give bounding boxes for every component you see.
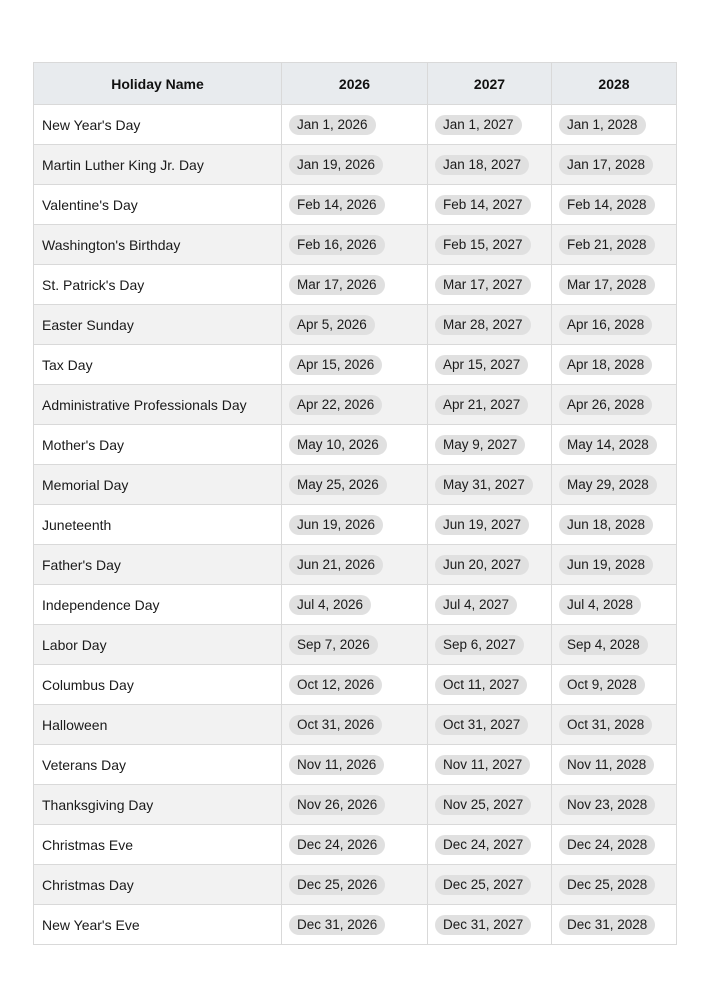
date-cell-2026 — [282, 465, 428, 505]
table-row — [34, 705, 677, 745]
date-cell-2027 — [428, 785, 552, 825]
date-cell-2026 — [282, 585, 428, 625]
date-cell-2027 — [428, 145, 552, 185]
date-cell-2027 — [428, 225, 552, 265]
date-chip: Apr 22, 2026 — [289, 395, 382, 415]
holiday-name-cell: Administrative Professionals Day — [34, 385, 282, 425]
date-cell-2027 — [428, 105, 552, 145]
holiday-name-cell: Thanksgiving Day — [34, 785, 282, 825]
table-row — [34, 665, 677, 705]
holiday-name-cell: Valentine's Day — [34, 185, 282, 225]
holiday-name-cell: Juneteenth — [34, 505, 282, 545]
date-chip: Dec 31, 2027 — [435, 915, 531, 935]
date-chip: Apr 15, 2027 — [435, 355, 528, 375]
date-cell-2026 — [282, 665, 428, 705]
table-row — [34, 625, 677, 665]
table-row — [34, 305, 677, 345]
table-body — [34, 105, 677, 945]
date-chip: Sep 6, 2027 — [435, 635, 524, 655]
table-row — [34, 105, 677, 145]
date-cell-2027 — [428, 585, 552, 625]
date-cell-2026 — [282, 105, 428, 145]
date-chip: Mar 28, 2027 — [435, 315, 531, 335]
holiday-name-cell: Columbus Day — [34, 665, 282, 705]
date-chip: Jun 19, 2028 — [559, 555, 653, 575]
holiday-name-cell: Easter Sunday — [34, 305, 282, 345]
date-chip: Mar 17, 2026 — [289, 275, 385, 295]
table-row — [34, 425, 677, 465]
date-chip: Feb 14, 2026 — [289, 195, 385, 215]
date-cell-2028 — [552, 665, 677, 705]
date-chip: Oct 31, 2027 — [435, 715, 528, 735]
date-chip: Apr 16, 2028 — [559, 315, 652, 335]
date-chip: May 14, 2028 — [559, 435, 657, 455]
date-cell-2026 — [282, 825, 428, 865]
table-row — [34, 225, 677, 265]
holiday-name-cell: Washington's Birthday — [34, 225, 282, 265]
date-cell-2027 — [428, 305, 552, 345]
date-cell-2028 — [552, 225, 677, 265]
date-chip: Nov 26, 2026 — [289, 795, 385, 815]
holiday-name-cell: Tax Day — [34, 345, 282, 385]
holiday-name-cell: Christmas Day — [34, 865, 282, 905]
date-cell-2027 — [428, 905, 552, 945]
date-chip: Jun 18, 2028 — [559, 515, 653, 535]
date-cell-2026 — [282, 625, 428, 665]
date-cell-2028 — [552, 305, 677, 345]
holiday-name-cell: Halloween — [34, 705, 282, 745]
date-cell-2026 — [282, 265, 428, 305]
date-chip: Nov 11, 2027 — [435, 755, 530, 775]
holiday-name-cell: New Year's Day — [34, 105, 282, 145]
date-cell-2026 — [282, 305, 428, 345]
date-cell-2027 — [428, 505, 552, 545]
table-row — [34, 785, 677, 825]
date-chip: Jul 4, 2027 — [435, 595, 517, 615]
date-chip: May 31, 2027 — [435, 475, 533, 495]
date-chip: Nov 23, 2028 — [559, 795, 655, 815]
date-cell-2028 — [552, 105, 677, 145]
date-cell-2028 — [552, 705, 677, 745]
date-cell-2027 — [428, 745, 552, 785]
date-cell-2026 — [282, 425, 428, 465]
date-chip: Oct 9, 2028 — [559, 675, 645, 695]
date-cell-2028 — [552, 865, 677, 905]
date-cell-2027 — [428, 625, 552, 665]
date-cell-2027 — [428, 385, 552, 425]
date-cell-2026 — [282, 185, 428, 225]
date-cell-2027 — [428, 185, 552, 225]
date-chip: Feb 14, 2028 — [559, 195, 655, 215]
date-chip: Nov 11, 2026 — [289, 755, 384, 775]
date-cell-2028 — [552, 185, 677, 225]
date-cell-2026 — [282, 385, 428, 425]
date-cell-2028 — [552, 625, 677, 665]
date-cell-2028 — [552, 345, 677, 385]
date-cell-2026 — [282, 905, 428, 945]
date-chip: Jan 1, 2026 — [289, 115, 376, 135]
date-cell-2027 — [428, 825, 552, 865]
date-cell-2026 — [282, 225, 428, 265]
date-cell-2026 — [282, 545, 428, 585]
header-2027: 2027 — [428, 63, 552, 105]
table-row — [34, 265, 677, 305]
header-holiday-name: Holiday Name — [34, 63, 282, 105]
holiday-name-cell: Martin Luther King Jr. Day — [34, 145, 282, 185]
table-row — [34, 385, 677, 425]
date-chip: Jan 1, 2027 — [435, 115, 522, 135]
date-chip: Dec 24, 2026 — [289, 835, 385, 855]
date-cell-2028 — [552, 785, 677, 825]
table-row — [34, 145, 677, 185]
header-2026: 2026 — [282, 63, 428, 105]
table-row — [34, 745, 677, 785]
date-chip: May 29, 2028 — [559, 475, 657, 495]
date-chip: Dec 25, 2026 — [289, 875, 385, 895]
date-cell-2027 — [428, 265, 552, 305]
table-header — [34, 63, 677, 105]
date-cell-2027 — [428, 705, 552, 745]
date-chip: Oct 31, 2026 — [289, 715, 382, 735]
holiday-table — [33, 62, 677, 945]
date-chip: Nov 11, 2028 — [559, 755, 654, 775]
date-cell-2028 — [552, 825, 677, 865]
date-cell-2026 — [282, 745, 428, 785]
date-chip: Apr 15, 2026 — [289, 355, 382, 375]
date-chip: Feb 14, 2027 — [435, 195, 531, 215]
date-chip: Sep 4, 2028 — [559, 635, 648, 655]
date-chip: Feb 21, 2028 — [559, 235, 655, 255]
header-row — [34, 63, 677, 105]
date-chip: Sep 7, 2026 — [289, 635, 378, 655]
date-cell-2028 — [552, 145, 677, 185]
date-chip: Jun 21, 2026 — [289, 555, 383, 575]
date-cell-2026 — [282, 785, 428, 825]
holiday-name-cell: Memorial Day — [34, 465, 282, 505]
date-chip: Jun 20, 2027 — [435, 555, 529, 575]
holiday-name-cell: Independence Day — [34, 585, 282, 625]
date-cell-2028 — [552, 905, 677, 945]
table-row — [34, 585, 677, 625]
date-chip: Oct 11, 2027 — [435, 675, 527, 695]
holiday-name-cell: Mother's Day — [34, 425, 282, 465]
date-chip: Mar 17, 2027 — [435, 275, 531, 295]
date-chip: May 10, 2026 — [289, 435, 387, 455]
date-cell-2027 — [428, 865, 552, 905]
date-chip: Dec 31, 2026 — [289, 915, 385, 935]
date-chip: Mar 17, 2028 — [559, 275, 655, 295]
date-cell-2026 — [282, 145, 428, 185]
date-chip: Oct 31, 2028 — [559, 715, 652, 735]
table-row — [34, 185, 677, 225]
date-chip: Jul 4, 2028 — [559, 595, 641, 615]
date-chip: Jan 19, 2026 — [289, 155, 383, 175]
date-cell-2026 — [282, 705, 428, 745]
date-chip: Feb 15, 2027 — [435, 235, 531, 255]
date-chip: Apr 5, 2026 — [289, 315, 375, 335]
date-chip: May 9, 2027 — [435, 435, 525, 455]
holiday-name-cell: Veterans Day — [34, 745, 282, 785]
date-cell-2026 — [282, 345, 428, 385]
date-chip: Apr 18, 2028 — [559, 355, 652, 375]
date-chip: Jan 17, 2028 — [559, 155, 653, 175]
date-cell-2028 — [552, 585, 677, 625]
date-cell-2028 — [552, 385, 677, 425]
date-cell-2028 — [552, 545, 677, 585]
table-row — [34, 345, 677, 385]
date-cell-2026 — [282, 865, 428, 905]
table-row — [34, 465, 677, 505]
date-cell-2028 — [552, 265, 677, 305]
date-cell-2027 — [428, 425, 552, 465]
date-chip: Dec 25, 2027 — [435, 875, 531, 895]
header-2028: 2028 — [552, 63, 677, 105]
date-cell-2028 — [552, 505, 677, 545]
date-chip: Jun 19, 2026 — [289, 515, 383, 535]
date-chip: Dec 24, 2027 — [435, 835, 531, 855]
holiday-name-cell: New Year's Eve — [34, 905, 282, 945]
table-row — [34, 905, 677, 945]
holiday-name-cell: Christmas Eve — [34, 825, 282, 865]
date-cell-2027 — [428, 665, 552, 705]
holiday-name-cell: St. Patrick's Day — [34, 265, 282, 305]
date-chip: Apr 26, 2028 — [559, 395, 652, 415]
date-cell-2028 — [552, 745, 677, 785]
date-chip: Nov 25, 2027 — [435, 795, 531, 815]
date-chip: Dec 24, 2028 — [559, 835, 655, 855]
date-cell-2028 — [552, 425, 677, 465]
date-cell-2027 — [428, 345, 552, 385]
table-row — [34, 865, 677, 905]
date-chip: Dec 25, 2028 — [559, 875, 655, 895]
date-chip: May 25, 2026 — [289, 475, 387, 495]
date-cell-2027 — [428, 465, 552, 505]
holiday-name-cell: Father's Day — [34, 545, 282, 585]
table-row — [34, 505, 677, 545]
date-chip: Jan 1, 2028 — [559, 115, 646, 135]
date-chip: Dec 31, 2028 — [559, 915, 655, 935]
date-cell-2027 — [428, 545, 552, 585]
date-chip: Feb 16, 2026 — [289, 235, 385, 255]
date-chip: Apr 21, 2027 — [435, 395, 528, 415]
date-chip: Jan 18, 2027 — [435, 155, 529, 175]
date-cell-2028 — [552, 465, 677, 505]
table-row — [34, 545, 677, 585]
table-row — [34, 825, 677, 865]
date-chip: Oct 12, 2026 — [289, 675, 382, 695]
holiday-name-cell: Labor Day — [34, 625, 282, 665]
date-chip: Jul 4, 2026 — [289, 595, 371, 615]
date-cell-2026 — [282, 505, 428, 545]
date-chip: Jun 19, 2027 — [435, 515, 529, 535]
